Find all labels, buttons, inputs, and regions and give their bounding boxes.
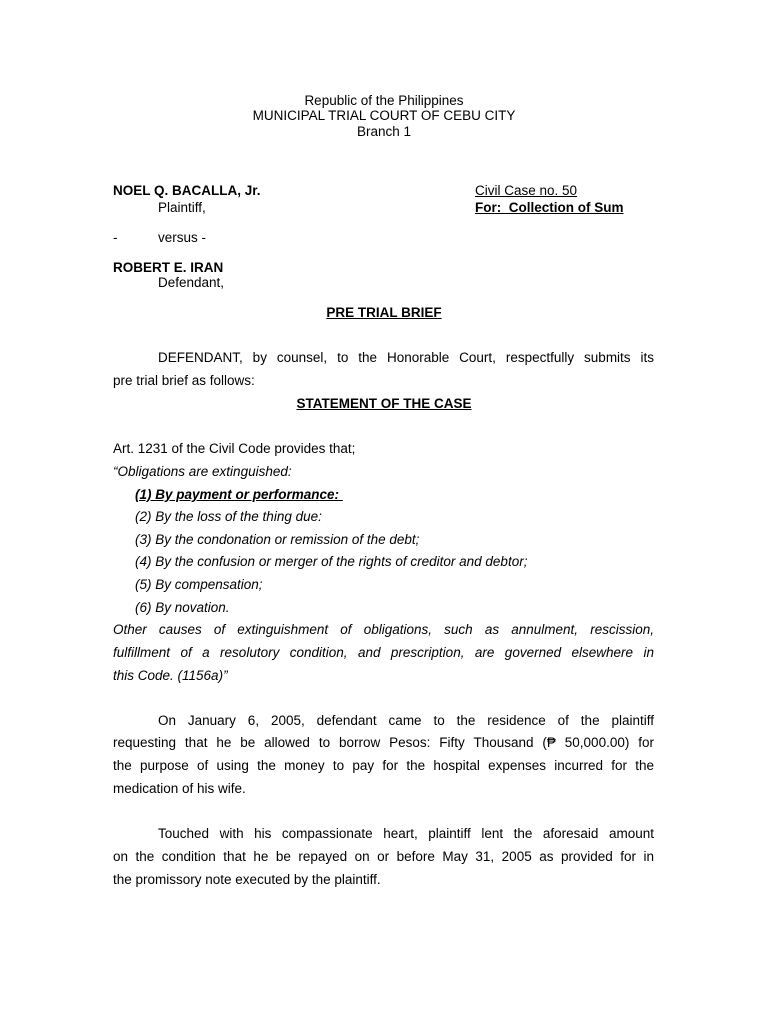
paragraph-line: on the condition that he be repayed on or before May 31, 2005 as provided for in bbox=[113, 849, 654, 864]
paragraph-line: Touched with his compassionate heart, plaintiff lent the aforesaid amount bbox=[158, 826, 654, 841]
versus-label: versus - bbox=[158, 230, 207, 245]
paragraph-line: the promissory note executed by the plaintiff. bbox=[113, 872, 381, 887]
defendant-role: Defendant, bbox=[158, 275, 225, 290]
header-court: MUNICIPAL TRIAL COURT OF CEBU CITY bbox=[252, 108, 516, 123]
defendant-name: ROBERT E. IRAN bbox=[113, 260, 224, 275]
paragraph-line: medication of his wife. bbox=[113, 781, 246, 796]
case-number: Civil Case no. 50 bbox=[475, 183, 578, 198]
header-republic: Republic of the Philippines bbox=[304, 93, 464, 108]
intro-line-2: pre trial brief as follows: bbox=[113, 373, 255, 388]
article-closing-line: fulfillment of a resolutory condition, and prescription, are governed elsewhere in bbox=[113, 645, 654, 660]
article-item: (2) By the loss of the thing due: bbox=[135, 509, 322, 524]
article-closing-line: this Code. (1156a)” bbox=[113, 668, 228, 683]
document-title: PRE TRIAL BRIEF bbox=[326, 305, 442, 320]
paragraph-line: On January 6, 2005, defendant came to the residence of the plaintiff bbox=[158, 713, 654, 728]
versus-dash: - bbox=[113, 230, 118, 245]
section-title: STATEMENT OF THE CASE bbox=[296, 396, 472, 411]
case-subject: For: Collection of Sum bbox=[475, 200, 624, 215]
paragraph-line: requesting that he be allowed to borrow Pesos: Fifty Thousand (₱ 50,000.00) for bbox=[113, 735, 654, 750]
plaintiff-name: NOEL Q. BACALLA, Jr. bbox=[113, 183, 261, 198]
article-item: (1) By payment or performance: bbox=[135, 487, 343, 502]
article-quote-open: “Obligations are extinguished: bbox=[113, 464, 292, 479]
article-lead: Art. 1231 of the Civil Code provides that; bbox=[113, 441, 356, 456]
article-item: (5) By compensation; bbox=[135, 577, 263, 592]
article-item: (3) By the condonation or remission of the debt; bbox=[135, 532, 420, 547]
intro-line-1: DEFENDANT, by counsel, to the Honorable Court, respectfully submits its bbox=[158, 350, 654, 365]
article-item: (4) By the confusion or merger of the rights of creditor and debtor; bbox=[135, 554, 528, 569]
article-closing-line: Other causes of extinguishment of obligations, such as annulment, rescission, bbox=[113, 622, 654, 637]
header-branch: Branch 1 bbox=[356, 124, 412, 139]
paragraph-line: the purpose of using the money to pay for the hospital expenses incurred for the bbox=[113, 758, 654, 773]
article-item: (6) By novation. bbox=[135, 600, 230, 615]
plaintiff-role: Plaintiff, bbox=[158, 200, 206, 215]
